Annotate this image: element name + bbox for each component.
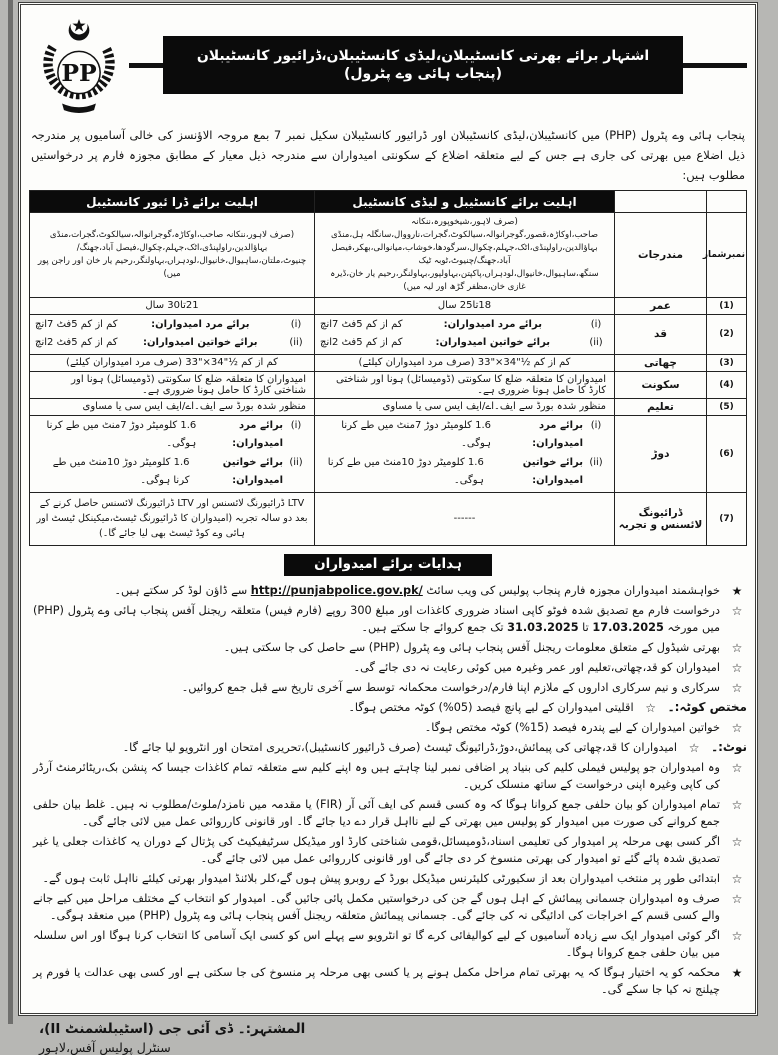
instruction-text — [29, 582, 720, 600]
star-bullet-icon: ☆ — [731, 720, 743, 735]
punjab-police-crest-icon — [32, 13, 126, 117]
footer — [29, 1021, 747, 1055]
end-date: 31.03.2025 — [507, 621, 579, 635]
table-row-height — [30, 314, 747, 354]
constable-districts: (صرف لاہور،شیخوپورہ،ننکانہ صاحب،اوکاڑہ،قصور،گوجرانوالہ،سیالکوٹ،گجرات،نارووال،سانگلہ ہل،منڈی بہاؤالدین،راولپنڈی،اٹک،جہلم،چکوال،سرگودھا،خوشاب،میانوالی،بھکر،فیصل آباد،جھنگ/چنیوٹ،ٹوبہ ٹیک سنگھ،ساہیوال،خانیوال،لودہراں،پاکپتن،بہاولپور،بہاولنگر،رحیم یار خان،ڈیرہ غازی خان،مظفر گڑھ اور لیہ میں) — [315, 213, 615, 297]
star-bullet-icon: ☆ — [731, 640, 743, 655]
chest-constable-value: کم از کم ½"34×"33 (صرف مرد امیدواران کیلئے) — [315, 354, 615, 371]
text-segment: درخواست فارم مع تصدیق شدہ فوٹو کاپی اسناد ضروری کاغذات اور مبلغ 300 روپے (فارم فیس) متعلقہ ریجنل آفس پنجاب ہائی وے پٹرول (PHP) میں مورخہ — [33, 603, 720, 635]
crest-monogram: PP — [61, 58, 97, 87]
education-constable-value: منظور شدہ بورڈ سے ایف۔اے/ایف ایس سی یا مساوی — [315, 398, 615, 415]
table-row-domicile — [30, 371, 747, 398]
female-candidates-label: برائے خواتین امیدواران: — [222, 456, 283, 487]
female-candidates-label: برائے خواتین امیدواران: — [143, 337, 258, 349]
table-row-districts — [30, 213, 747, 297]
height-female-line — [31, 334, 313, 353]
run-female-line — [316, 454, 613, 491]
title-banner: اشتہار برائے بھرتی کانسٹیبلان،لیڈی کانسٹیبلان،ڈرائیور کانسٹیبلان (پنجاب ہائی وے پٹرول) — [163, 36, 683, 94]
row-number: (1) — [707, 297, 747, 314]
instruction-item-schedule — [29, 639, 747, 657]
height-driver-cell — [30, 314, 315, 354]
text-segment: خواہشمند امیدواران مجوزہ فارم پنجاب پولیس کی ویب سائٹ — [422, 583, 720, 597]
instruction-item-multiple-posts — [29, 927, 747, 962]
roman-i: (i) — [590, 419, 602, 431]
instruction-item-affidavit-fir — [29, 796, 747, 831]
instruction-text: محکمہ کو یہ اختیار ہوگا کہ یہ بھرتی تمام مراحل مکمل ہونے پر یا کسی بھی مرحلہ پر منسوخ کی جا سکتی ہے اور کسی بھی عدالت یا فورم پر چیلنج نہ کیا جا سکے گی۔ — [33, 965, 720, 997]
license-driver-value: LTV ڈرائیورنگ لائسنس اور LTV ڈرائیورنگ لائسنس حاصل کرنے کے بعد دو سالہ تجربہ (امیدواران کا ڈرائیورنگ ٹیسٹ،میکینکل ٹیسٹ اور ہائی وے کوڈ ٹیسٹ بھی لیا جائے گا۔) — [30, 492, 315, 545]
instruction-item-medical-board — [29, 870, 747, 888]
run-constable-cell — [315, 415, 615, 492]
table-row-license — [30, 492, 747, 545]
height-female-line — [316, 334, 613, 353]
serial-column-title: نمبرشمار — [707, 213, 747, 297]
instruction-item-police-family-claim — [29, 759, 747, 794]
row-number: (4) — [707, 371, 747, 398]
scan-edge-artifact — [8, 0, 13, 1024]
instruction-item-no-relaxation — [29, 659, 747, 677]
office-line: سنٹرل پولیس آفس،لاہور — [39, 1039, 171, 1055]
instruction-text: خواتین امیدواران کے لیے پندرہ فیصد (15%) کوٹہ مختص ہوگا۔ — [424, 720, 720, 734]
row-label-education: تعلیم — [615, 398, 707, 415]
instruction-text — [29, 602, 720, 637]
run-driver-cell — [30, 415, 315, 492]
row-number: (7) — [707, 492, 747, 545]
category-header-empty-cell — [615, 191, 707, 213]
row-label-height: قد — [615, 314, 707, 354]
female-candidates-label: برائے خواتین امیدواران: — [522, 456, 583, 487]
text-segment: سے ڈاؤن لوڈ کر سکتے ہیں۔ — [114, 583, 251, 597]
male-candidates-label: برائے مرد امیدواران: — [532, 419, 583, 450]
instruction-item-department-authority — [29, 964, 747, 999]
roman-i: (i) — [590, 318, 602, 330]
instruction-item-women-quota — [29, 719, 747, 737]
instruction-text: اگر کوئی امیدوار ایک سے زیادہ آسامیوں کے لیے کوالیفائی کرے گا تو انٹرویو سے پہلے اس کو کسی ایک آسامی کا انتخاب کرنا ہوگا اور اس سلسلہ میں بیان حلفی جمع کروانا ہوگا۔ — [33, 928, 720, 960]
star-bullet-icon: ★ — [731, 965, 743, 980]
roman-ii: (ii) — [589, 456, 603, 468]
row-number: (5) — [707, 398, 747, 415]
female-height-value: کم از کم 5فٹ 2انچ — [320, 337, 403, 349]
instructions-heading: ہدایات برائے امیدواران — [284, 554, 492, 576]
advertiser-line: المشتہر:۔ ڈی آئی جی (اسٹیبلشمنٹ II)، — [39, 1020, 306, 1037]
license-constable-value: ------ — [315, 492, 615, 545]
height-male-line — [316, 316, 613, 335]
row-number: (2) — [707, 314, 747, 354]
table-header-row — [30, 191, 747, 213]
constable-eligibility-header: اہلیت برائے کانسٹیبل و لیڈی کانسٹیبل — [315, 191, 615, 213]
serial-header-empty-cell — [707, 191, 747, 213]
row-number: (6) — [707, 415, 747, 492]
star-bullet-icon: ☆ — [731, 834, 743, 849]
table-row-education — [30, 398, 747, 415]
instruction-item-fake-documents — [29, 833, 747, 868]
eligibility-table — [29, 190, 747, 545]
header — [29, 11, 747, 119]
start-date: 17.03.2025 — [592, 621, 664, 635]
instruction-item-website — [29, 582, 747, 600]
instruction-item-govt-employees — [29, 679, 747, 697]
male-height-value: کم از کم 5فٹ 7انچ — [320, 318, 403, 330]
table-row-run — [30, 415, 747, 492]
header-rule-right — [683, 63, 747, 68]
category-column-title: مندرجات — [615, 213, 707, 297]
table-row-age — [30, 297, 747, 314]
star-bullet-icon: ★ — [731, 583, 743, 598]
intro-paragraph: پنجاب ہائی وے پٹرول (PHP) میں کانسٹیبلان،لیڈی کانسٹیبلان اور ڈرائیور کانسٹیبلان سکیل نمبر 7 بمع مروجہ الاؤنسز کی خالی آسامیوں پر مندرجہ ذیل اضلاع میں بھرتی کی جاری ہے جس کے لیے متعلقہ اضلاع کے سکونتی امیدواران سے مندرجہ ذیل معیار کے مطابق مجوزہ فارم پر درخواستیں مطلوب ہیں: — [31, 128, 745, 183]
instruction-text: سرکاری و نیم سرکاری اداروں کے ملازم اپنا فارم/درخواست محکمانہ توسط سے آخری تاریخ سے قبل جمع کروائیں۔ — [181, 680, 720, 694]
instruction-text: صرف وہ امیدواران جسمانی پیمائش کے اہل ہوں گے جن کی درخواستیں مکمل پائی جائیں گی۔ امیدوار کو انتخاب کے مختلف مراحل میں کیے جانے والے کسی قسم کے اخراجات کی ادائیگی نہ کی جائے گی۔ جسمانی پیمائش متعلقہ ریجنل آفس پنجاب ہائی وے پٹرول (PHP) میں منعقد ہوگی۔ — [33, 891, 720, 923]
row-label-domicile: سکونت — [615, 371, 707, 398]
height-constable-cell — [315, 314, 615, 354]
punjabpolice-website-link[interactable]: http://punjabpolice.gov.pk/ — [250, 583, 423, 597]
domicile-driver-value: امیدواران کا متعلقہ ضلع کا سکونتی (ڈومیسائل) ہونا اور شناختی کارڈ کا حامل ہونا ضروری ہے۔ — [30, 371, 315, 398]
text-segment: تا — [578, 621, 593, 635]
roman-ii: (ii) — [589, 337, 603, 349]
star-bullet-icon: ☆ — [645, 700, 656, 715]
male-run-value: 1.6 کلومیٹر دوڑ 7منٹ میں طے کرنا ہوگی۔ — [341, 419, 492, 450]
instruction-text: تمام امیدواران کو بیان حلفی جمع کروانا ہوگا کہ وہ کسی قسم کی ایف آئی آر (FIR) یا مقدمہ میں نامزد/ملوث/مطلوب نہ ہیں۔ غلط بیان حلفی جمع کروانے کی صورت میں امیدوار کو پولیس میں بھرتی کے لیے نااہل قرار دے دیا جائے گا۔ اور قانونی کارروائی عمل میں لائی جائے گی۔ — [33, 797, 720, 829]
star-bullet-icon: ☆ — [731, 891, 743, 906]
row-label-age: عمر — [615, 297, 707, 314]
text-segment: تک جمع کروائے جا سکتے ہیں۔ — [361, 621, 508, 635]
instruction-text: امیدواران کا قد،چھاتی کی پیمائش،دوڑ،ڈرائیونگ ٹیسٹ (صرف ڈرائیور کانسٹیبل)،تحریری امتحان اور انٹرویو لیا جائے گا۔ — [122, 740, 678, 754]
chest-driver-value: کم از کم ½"34×"33 (صرف مرد امیدواران کیلئے) — [30, 354, 315, 371]
instruction-item-physical-measurement — [29, 890, 747, 925]
instruction-item-tests — [29, 739, 747, 757]
driver-districts: (صرف لاہور،ننکانہ صاحب،اوکاڑہ،گوجرانوالہ،سیالکوٹ،گجرات،منڈی بہاؤالدین،راولپنڈی،اٹک،جہلم،چکوال،فیصل آباد،جھنگ/چنیوٹ،ملتان،ساہیوال،خانیوال،لودہراں،بہاولنگر،رحیم یار خان اور راجن پور میں) — [30, 213, 315, 297]
female-run-value: 1.6 کلومیٹر دوڑ 10منٹ میں طے کرنا ہوگی۔ — [327, 456, 484, 487]
instruction-item-minority-quota — [29, 699, 747, 717]
star-bullet-icon: ☆ — [731, 660, 743, 675]
star-bullet-icon: ☆ — [731, 680, 743, 695]
instruction-text: ابتدائی طور پر منتخب امیدواران بعد از سکیورٹی کلیئرنس میڈیکل بورڈ کے روبرو پیش ہوں گے،کلر بلائنڈ امیدوار بھرتی کیلئے نااہل ثابت ہوں گے۔ — [42, 871, 720, 885]
star-bullet-icon: ☆ — [731, 928, 743, 943]
run-male-line — [31, 417, 313, 454]
row-number: (3) — [707, 354, 747, 371]
height-male-line — [31, 316, 313, 335]
row-label-license: ڈرائیونگ لائسنس و تجربہ — [615, 492, 707, 545]
star-bullet-icon: ☆ — [688, 740, 700, 755]
male-candidates-label: برائے مرد امیدواران: — [232, 419, 283, 450]
table-row-chest — [30, 354, 747, 371]
advertisement-page — [18, 2, 758, 1055]
roman-i: (i) — [290, 419, 302, 431]
age-constable-value: 18تا25 سال — [315, 297, 615, 314]
driver-eligibility-header: اہلیت برائے ڈرا ئیور کانسٹیبل — [30, 191, 315, 213]
age-driver-value: 21تا30 سال — [30, 297, 315, 314]
row-label-chest: چھاتی — [615, 354, 707, 371]
female-candidates-label: برائے خواتین امیدواران: — [435, 337, 551, 349]
row-label-run: دوڑ — [615, 415, 707, 492]
star-bullet-icon: ☆ — [731, 797, 743, 812]
male-height-value: کم از کم 5فٹ 7انچ — [35, 318, 118, 330]
instruction-text: بھرتی شیڈول کے متعلق معلومات ریجنل آفس پنجاب ہائی وے پٹرول (PHP) سے حاصل کی جا سکتی ہیں۔ — [223, 640, 720, 654]
education-driver-value: منظور شدہ بورڈ سے ایف۔اے/ایف ایس سی یا مساوی — [30, 398, 315, 415]
roman-ii: (ii) — [289, 337, 303, 349]
star-bullet-icon: ☆ — [731, 871, 743, 886]
male-candidates-label: برائے مرد امیدواران: — [443, 318, 542, 330]
instruction-text: امیدواران کو قد،چھاتی،تعلیم اور عمر وغیرہ میں کوئی رعایت نہ دی جائے گی۔ — [353, 660, 720, 674]
instruction-text: اگر کسی بھی مرحلہ پر امیدوار کی تعلیمی اسناد،ڈومیسائل،قومی شناختی کارڈ اور میڈیکل سرٹیفیکیٹ کی پڑتال کے دوران یہ کاغذات جعلی یا غیر تصدیق شدہ پائے گئے تو امیدوار کی بھرتی منسوخ کر دی جائے گی اور قانونی کارروائی عمل میں لائی جائے گی۔ — [33, 834, 720, 866]
male-run-value: 1.6 کلومیٹر دوڑ 7منٹ میں طے کرنا ہوگی۔ — [46, 419, 197, 450]
female-run-value: 1.6 کلومیٹر دوڑ 10منٹ میں طے کرنا ہوگی۔ — [52, 456, 190, 487]
section-label-note: نوٹ:۔ — [711, 739, 747, 754]
run-female-line — [31, 454, 313, 491]
female-height-value: کم از کم 5فٹ 2انچ — [35, 337, 118, 349]
run-male-line — [316, 417, 613, 454]
star-bullet-icon: ☆ — [731, 760, 743, 775]
male-candidates-label: برائے مرد امیدواران: — [151, 318, 250, 330]
instruction-text: وہ امیدواران جو پولیس فیملی کلیم کی بنیاد پر اضافی نمبر لینا چاہتے ہیں وہ اپنے کلیم سے متعلقہ تمام کاغذات جیسا کہ پنشن بک،ریٹائرمنٹ آرڈر کی کاپی وغیرہ اپنی درخواست کے ساتھ منسلک کریں۔ — [33, 760, 720, 792]
instruction-text: اقلیتی امیدواران کے لیے پانچ فیصد (05%) کوٹہ مختص ہوگا۔ — [348, 700, 634, 714]
domicile-constable-value: امیدواران کا متعلقہ ضلع کا سکونتی (ڈومیسائل) ہونا اور شناختی کارڈ کا حامل ہونا ضروری ہے۔ — [315, 371, 615, 398]
star-bullet-icon: ☆ — [731, 603, 743, 618]
roman-i: (i) — [290, 318, 302, 330]
instruction-item-form-submission — [29, 602, 747, 637]
header-rule-left — [129, 63, 163, 68]
logo-wrap — [29, 13, 129, 117]
roman-ii: (ii) — [289, 456, 303, 468]
section-label-quota: مختص کوٹہ:۔ — [667, 699, 747, 714]
